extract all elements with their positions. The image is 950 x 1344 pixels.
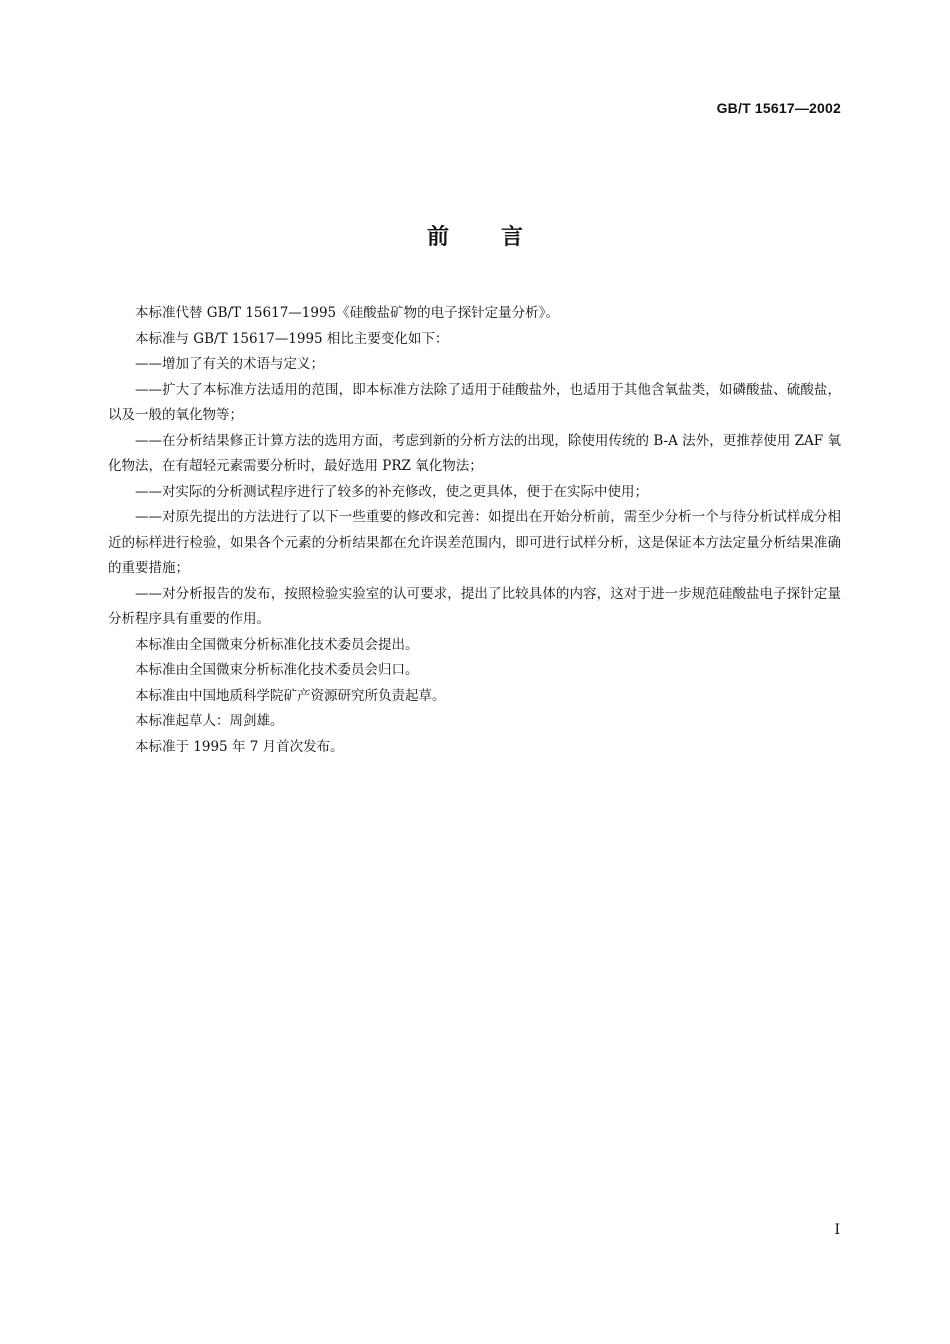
paragraph: 本标准由中国地质科学院矿产资源研究所负责起草。 [135,687,446,704]
page-number: I [834,1222,840,1238]
paragraph: 本标准由全国微束分析标准化技术委员会归口。 [135,662,419,678]
paragraph: 本标准由全国微束分析标准化技术委员会提出。 [135,636,419,653]
change-item: ——对原先提出的方法进行了以下一些重要的修改和完善：如提出在开始分析前，需至少分析一个与待分析试样成分相近的标样进行检验，如果各个元素的分析结果都在允许误差范围内，即可进行试样分析，这是保证本方法定量分析结果准确的重要措施； [108,509,841,576]
page-title: 前言 [426,225,575,250]
change-item: ——对实际的分析测试程序进行了较多的补充修改，使之更具体，便于在实际中使用； [135,483,648,500]
change-item: ——增加了有关的术语与定义； [135,356,324,372]
change-item: ——对分析报告的发布，按照检验实验室的认可要求，提出了比较具体的内容，这对于进一步规范硅酸盐电子探针定量分析程序具有重要的作用。 [108,585,841,627]
standard-number: GB/T 15617—2002 [716,100,841,116]
foreword-body [108,301,841,760]
change-item: ——扩大了本标准方法适用的范围，即本标准方法除了适用于硅酸盐外，也适用于其他含氧盐类，如磷酸盐、硫酸盐，以及一般的氧化物等； [108,381,841,423]
paragraph: 本标准代替 GB/T 15617—1995《硅酸盐矿物的电子探针定量分析》。 [135,305,559,321]
paragraph: 本标准起草人：周剑雄。 [135,713,284,729]
change-item: ——在分析结果修正计算方法的选用方面，考虑到新的分析方法的出现，除使用传统的 B-A 法外，更推荐使用 ZAF 氧化物法，在有超轻元素需要分析时，最好选用 PRZ 氧化物法； [108,432,841,474]
paragraph: 本标准于 1995 年 7 月首次发布。 [135,738,344,755]
paragraph: 本标准与 GB/T 15617—1995 相比主要变化如下： [135,330,449,347]
